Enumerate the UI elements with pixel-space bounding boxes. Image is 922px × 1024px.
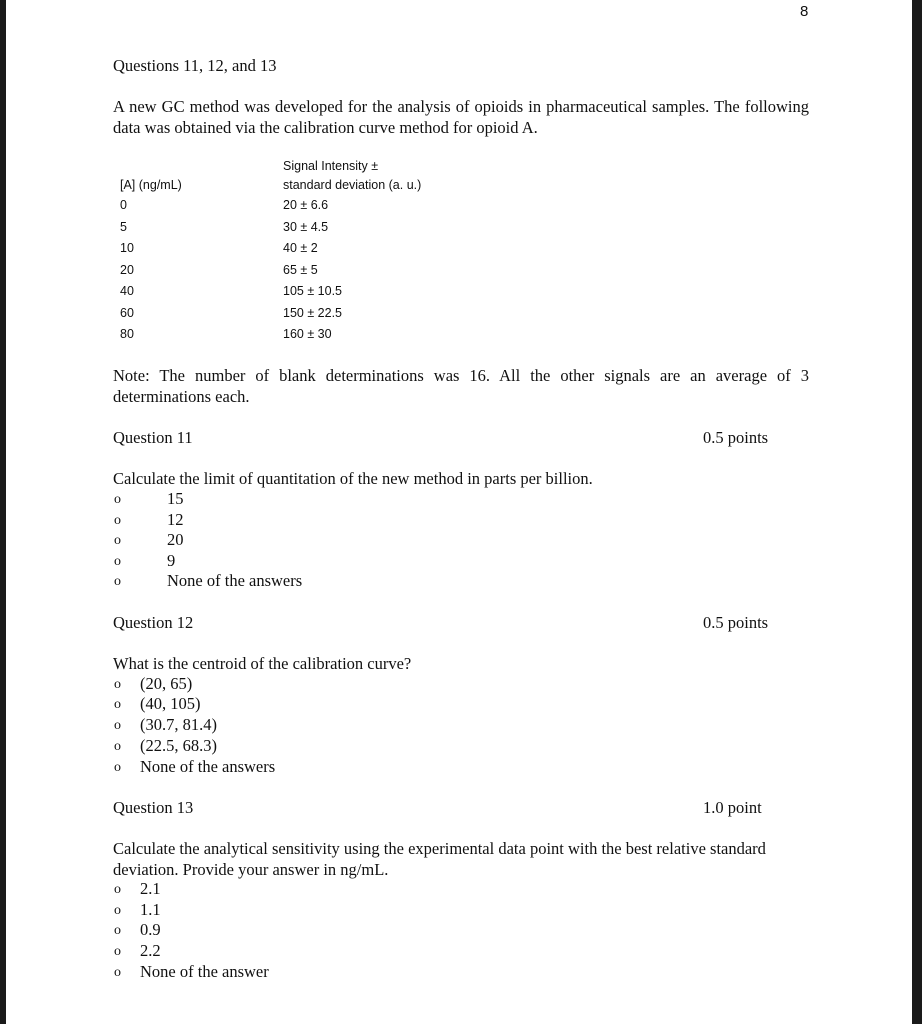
radio-bullet[interactable]: o (114, 697, 121, 712)
table-cell-conc: 10 (120, 241, 134, 255)
right-border (912, 0, 922, 1024)
table-cell-signal: 160 ± 30 (283, 327, 332, 341)
q12-text: What is the centroid of the calibration curve? (113, 654, 412, 673)
table-cell-signal: 150 ± 22.5 (283, 306, 342, 320)
radio-bullet[interactable]: o (114, 760, 121, 775)
q13-points: 1.0 point (703, 798, 762, 817)
table-cell-conc: 40 (120, 284, 134, 298)
q13-title: Question 13 (113, 798, 194, 817)
intro-paragraph: A new GC method was developed for the analysis of opioids in pharmaceutical samples. The following data was obtained via the calibration curve method for opioid A. (113, 97, 809, 137)
table-cell-conc: 20 (120, 263, 134, 277)
radio-bullet[interactable]: o (114, 718, 121, 733)
radio-bullet[interactable]: o (114, 554, 121, 569)
radio-bullet[interactable]: o (114, 677, 121, 692)
q11-text: Calculate the limit of quantitation of the new method in parts per billion. (113, 469, 593, 488)
table-cell-signal: 30 ± 4.5 (283, 220, 329, 234)
table-cell-conc: 60 (120, 306, 134, 320)
table-cell-conc: 80 (120, 327, 134, 341)
table-cell-signal: 65 ± 5 (283, 263, 318, 277)
table-cell-signal: 105 ± 10.5 (283, 284, 342, 298)
radio-bullet[interactable]: o (114, 739, 121, 754)
q13-option[interactable]: None of the answer (140, 962, 269, 981)
q11-option[interactable]: 15 (167, 489, 184, 508)
radio-bullet[interactable]: o (114, 944, 121, 959)
left-border (0, 0, 6, 1024)
q13-option[interactable]: 2.1 (140, 879, 161, 898)
page-number: 8 (800, 3, 809, 20)
q11-title: Question 11 (113, 428, 193, 447)
q12-option[interactable]: None of the answers (140, 757, 276, 776)
radio-bullet[interactable]: o (114, 513, 121, 528)
q11-option[interactable]: 20 (167, 530, 184, 549)
q12-option[interactable]: (30.7, 81.4) (140, 715, 217, 734)
q12-option[interactable]: (40, 105) (140, 694, 201, 713)
table-cell-conc: 0 (120, 198, 127, 212)
q13-option[interactable]: 1.1 (140, 900, 161, 919)
conc-header: [A] (ng/mL) (120, 178, 182, 192)
q13-option[interactable]: 0.9 (140, 920, 161, 939)
signal-header-line1: Signal Intensity ± (283, 159, 379, 173)
note-paragraph: Note: The number of blank determinations was 16. All the other signals are an average of 3 determinations each. (113, 366, 809, 406)
radio-bullet[interactable]: o (114, 965, 121, 980)
q12-option[interactable]: (20, 65) (140, 674, 193, 693)
q12-points: 0.5 points (703, 613, 769, 632)
table-cell-conc: 5 (120, 220, 127, 234)
q11-points: 0.5 points (703, 428, 769, 447)
radio-bullet[interactable]: o (114, 533, 121, 548)
radio-bullet[interactable]: o (114, 492, 121, 507)
table-cell-signal: 40 ± 2 (283, 241, 318, 255)
signal-header-line2: standard deviation (a. u.) (283, 178, 422, 192)
radio-bullet[interactable]: o (114, 923, 121, 938)
q11-option[interactable]: None of the answers (167, 571, 303, 590)
q13-option[interactable]: 2.2 (140, 941, 161, 960)
q13-text: Calculate the analytical sensitivity using the experimental data point with the best relative standard deviation. Provide your answer in ng/mL. (113, 839, 766, 879)
table-cell-signal: 20 ± 6.6 (283, 198, 329, 212)
q12-title: Question 12 (113, 613, 194, 632)
q11-option[interactable]: 12 (167, 510, 184, 529)
q12-option[interactable]: (22.5, 68.3) (140, 736, 217, 755)
section-heading: Questions 11, 12, and 13 (113, 56, 277, 75)
q11-option[interactable]: 9 (167, 551, 176, 570)
radio-bullet[interactable]: o (114, 574, 121, 589)
radio-bullet[interactable]: o (114, 882, 121, 897)
radio-bullet[interactable]: o (114, 903, 121, 918)
